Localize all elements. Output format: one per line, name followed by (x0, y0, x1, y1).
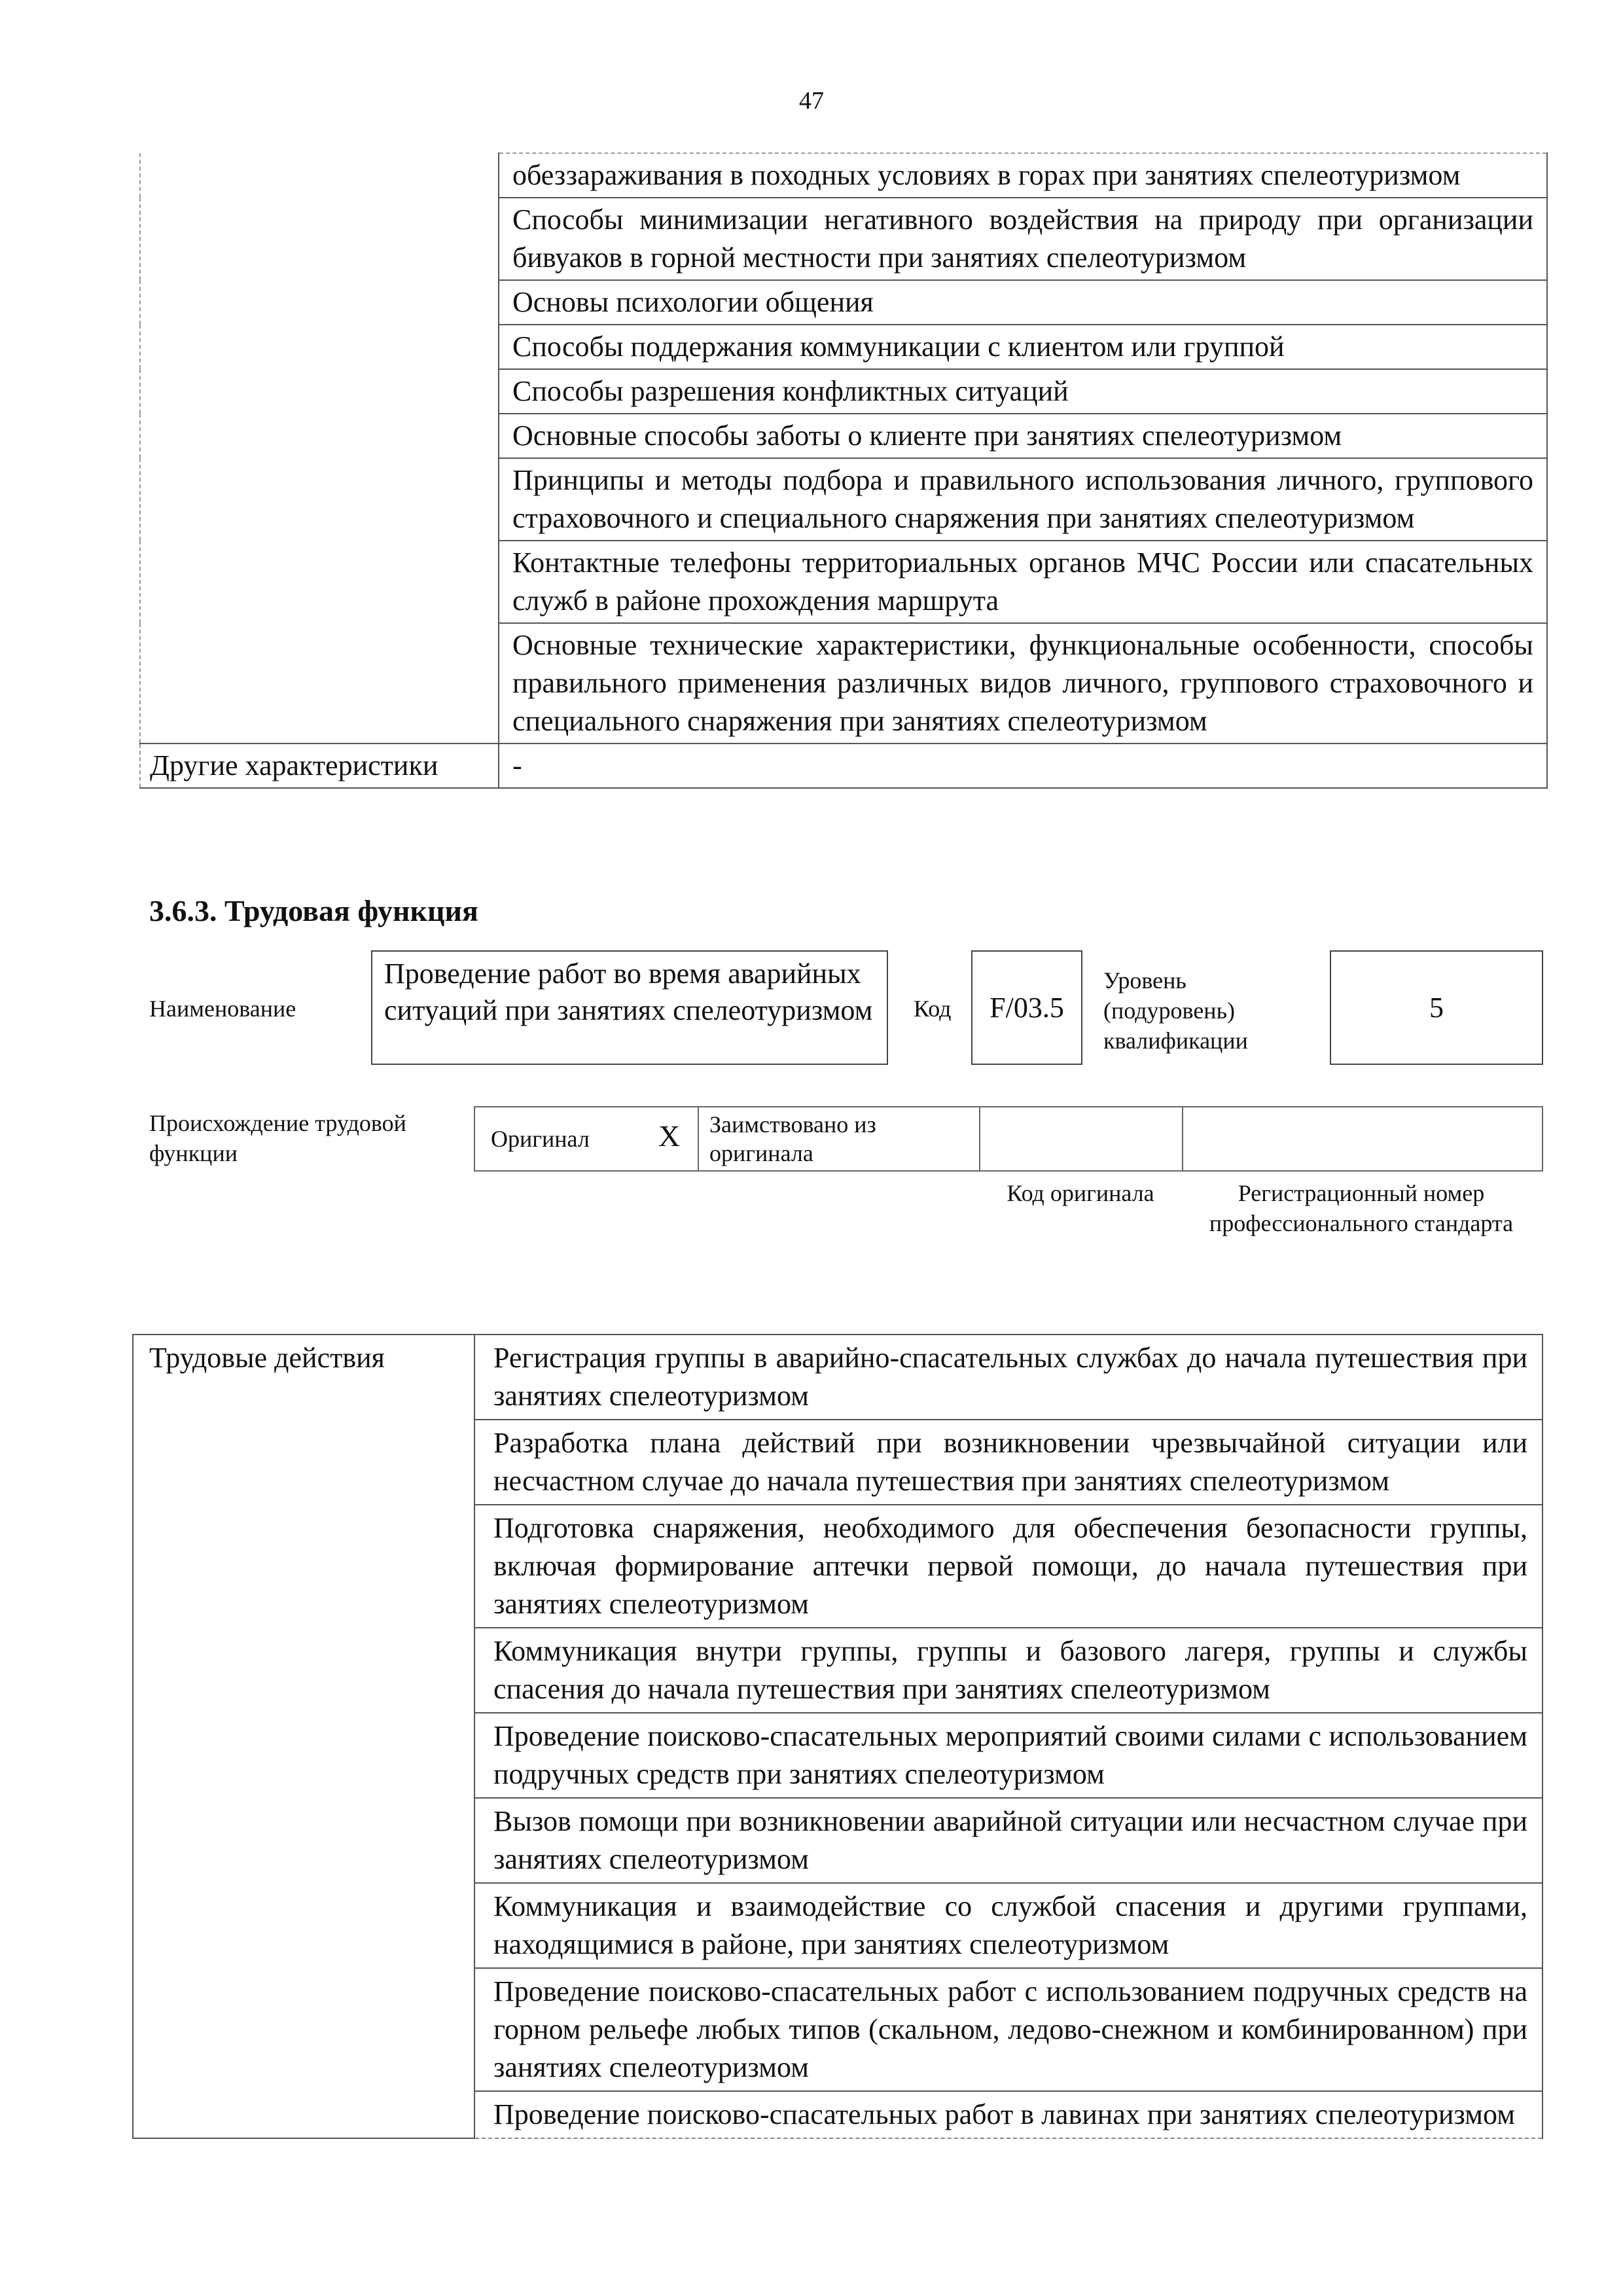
knowledge-table-continuation (139, 152, 1548, 789)
labor-action-item: Коммуникация внутри группы, группы и базового лагеря, группы и службы спасения до начала путешествия при занятиях спелеотуризмом (493, 1635, 1527, 1705)
function-code-box: F/03.5 (971, 950, 1082, 1065)
other-characteristics-label: Другие характеристики (150, 749, 438, 781)
labor-action-item: Проведение поисково-спасательных мероприятий своими силами с использованием подручных средств при занятиях спелеотуризмом (493, 1720, 1527, 1790)
labor-action-item: Разработка плана действий при возникновении чрезвычайной ситуации или несчастном случае до начала путешествия при занятиях спелеотуризмом (493, 1427, 1527, 1497)
origin-label: Происхождение трудовой функции (149, 1110, 406, 1166)
labor-action-item: Проведение поисково-спасательных работ в лавинах при занятиях спелеотуризмом (493, 2098, 1515, 2130)
knowledge-item: Контактные телефоны территориальных органов МЧС России или спасательных служб в районе прохождения маршрута (512, 547, 1533, 617)
original-code-caption: Код оригинала (1007, 1180, 1154, 1206)
labor-action-item: Коммуникация и взаимодействие со службой спасения и другими группами, находящимися в районе, при занятиях спелеотуризмом (493, 1890, 1527, 1960)
level-label: Уровень (подуровень) квалификации (1103, 967, 1248, 1054)
registration-number-caption: Регистрационный номер профессионального стандарта (1209, 1180, 1514, 1236)
page-number: 47 (799, 87, 824, 115)
function-name-box: Проведение работ во время аварийных ситуаций при занятиях спелеотуризмом (371, 950, 888, 1065)
knowledge-item: Основы психологии общения (512, 286, 874, 318)
origin-borrowed-label: Заимствовано из оригинала (709, 1111, 876, 1166)
labor-action-item: Регистрация группы в аварийно-спасательных службах до начала путешествия при занятиях спелеотуризмом (493, 1342, 1527, 1412)
knowledge-item: Принципы и методы подбора и правильного использования личного, группового страховочного и специального снаряжения при занятиях спелеотуризмом (512, 464, 1533, 534)
labor-action-item: Вызов помощи при возникновении аварийной ситуации или несчастном случае при занятиях спелеотуризмом (493, 1805, 1527, 1875)
qualification-level-box: 5 (1330, 950, 1543, 1065)
labor-action-item: Подготовка снаряжения, необходимого для обеспечения безопасности группы, включая формирование аптечки первой помощи, до начала путешествия при занятиях спелеотуризмом (493, 1512, 1527, 1620)
registration-number-cell (1183, 1107, 1542, 1170)
labor-actions-table (132, 1334, 1543, 2139)
origin-row (474, 1106, 1543, 1172)
labor-actions-label-cell (133, 1335, 474, 2138)
origin-borrowed-cell (699, 1107, 980, 1170)
knowledge-item: Способы разрешения конфликтных ситуаций (512, 375, 1069, 407)
labor-action-item: Проведение поисково-спасательных работ с использованием подручных средств на горном рельефе любых типов (скальном, ледово-снежном и комбинированном) при занятиях спелеотуризмом (493, 1975, 1527, 2083)
knowledge-label-cell (140, 153, 499, 744)
knowledge-item: Способы поддержания коммуникации с клиентом или группой (512, 331, 1285, 363)
code-label: Код (914, 996, 952, 1022)
origin-original-cell (475, 1107, 699, 1170)
origin-original-label: Оригинал (491, 1126, 590, 1152)
origin-mark: X (658, 1119, 681, 1153)
other-characteristics-value: - (512, 749, 522, 781)
knowledge-item: Основные технические характеристики, функциональные особенности, способы правильного применения различных видов личного, группового страховочного и специального снаряжения при занятиях спелеотуризмом (512, 629, 1533, 737)
original-code-cell (980, 1107, 1183, 1170)
labor-actions-label: Трудовые действия (149, 1342, 385, 1374)
section-title: 3.6.3. Трудовая функция (149, 894, 478, 927)
name-label: Наименование (149, 996, 296, 1022)
knowledge-item: обеззараживания в походных условиях в горах при занятиях спелеотуризмом (512, 159, 1461, 191)
knowledge-item: Способы минимизации негативного воздействия на природу при организации бивуаков в горной местности при занятиях спелеотуризмом (512, 204, 1533, 274)
knowledge-item: Основные способы заботы о клиенте при занятиях спелеотуризмом (512, 420, 1342, 452)
